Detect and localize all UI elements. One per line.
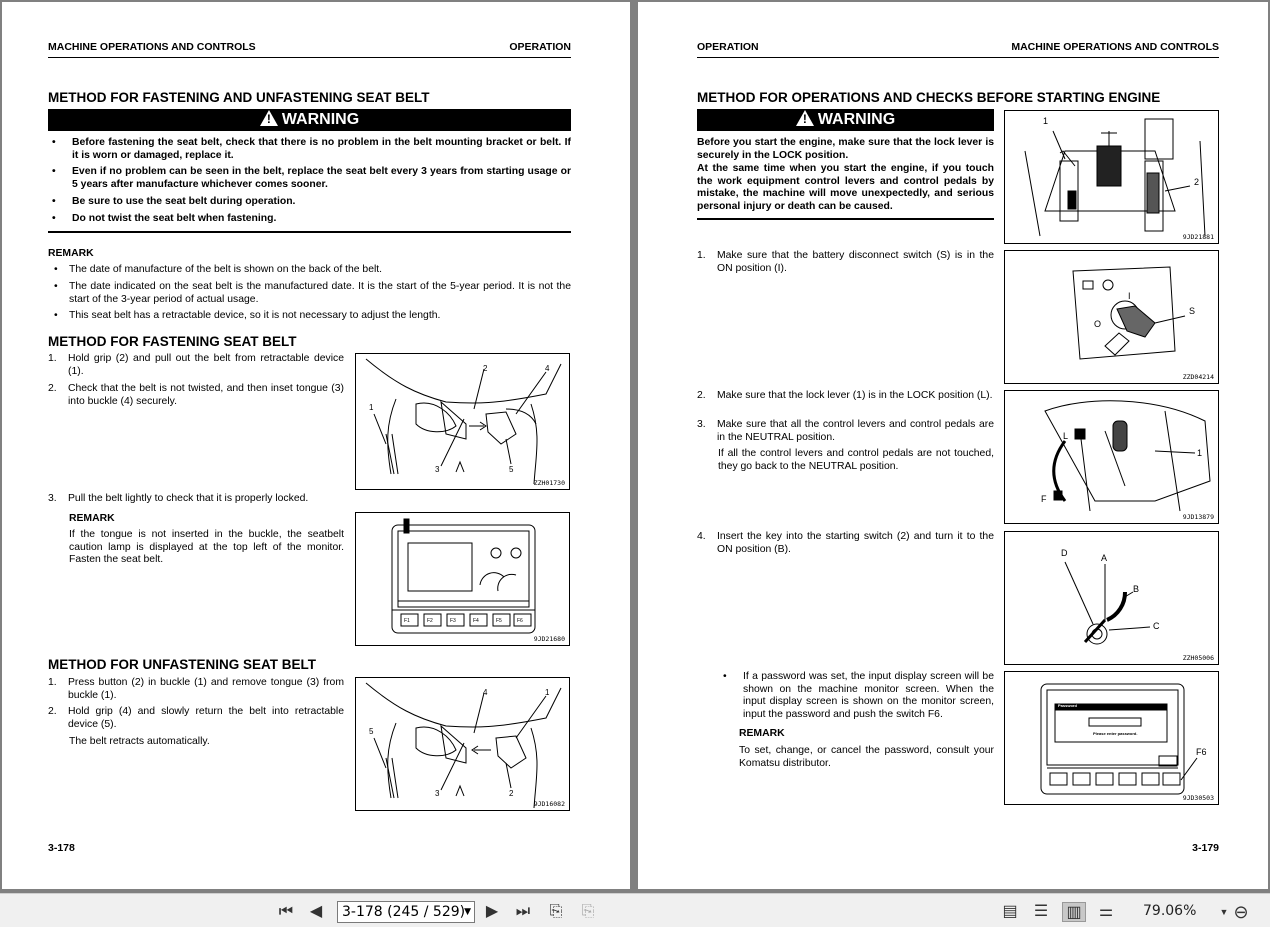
figure-callout: 4 bbox=[483, 688, 488, 697]
password-prompt: Please enter password. bbox=[1093, 731, 1138, 736]
unfasten-step: 1. Press button (2) in buckle (1) and remove tongue (3) from buckle (1). bbox=[48, 677, 344, 701]
next-page-button[interactable]: ▶ bbox=[485, 903, 499, 920]
warning-banner bbox=[48, 109, 571, 131]
position-label: B bbox=[1133, 584, 1140, 594]
warning-text: Before you start the engine, make sure that the lock lever is securely in the LOCK position. bbox=[697, 137, 994, 161]
figure-code: ZZH05006 bbox=[1182, 654, 1214, 662]
figure-callout: 5 bbox=[369, 727, 374, 736]
figure-callout: 2 bbox=[1194, 177, 1200, 187]
seat-belt-fasten-drawing bbox=[356, 354, 570, 490]
running-header-left: MACHINE OPERATIONS AND CONTROLS bbox=[48, 41, 256, 53]
remark-item: • The date indicated on the seat belt is the manufactured date. It is the start of the 5-year period. It is not the start of the 3-year period of actual usage. bbox=[54, 281, 571, 305]
warning-item: • Before fastening the seat belt, check that there is no problem in the belt mounting bracket or belt. If it is worn or damaged, replace it. bbox=[52, 137, 571, 161]
running-header-right: MACHINE OPERATIONS AND CONTROLS bbox=[1011, 41, 1219, 53]
history-forward-icon[interactable]: ⎘ bbox=[581, 903, 595, 920]
viewer-toolbar bbox=[0, 893, 1270, 927]
continuous-two-page-view-icon[interactable]: ⚌ bbox=[1098, 903, 1114, 920]
history-back-icon[interactable]: ⎘ bbox=[549, 903, 563, 920]
lock-position-label: L bbox=[1063, 431, 1069, 441]
switch-position-off: O bbox=[1094, 319, 1102, 329]
figure-cab-lock-lever bbox=[1004, 110, 1219, 244]
figure-code: 9JD30503 bbox=[1182, 794, 1214, 802]
fasten-title: METHOD FOR FASTENING SEAT BELT bbox=[48, 334, 297, 349]
f-key-label: F4 bbox=[473, 618, 479, 624]
two-page-view-icon[interactable]: ▥ bbox=[1062, 902, 1086, 922]
first-page-button[interactable]: ⏮ bbox=[278, 903, 294, 920]
figure-lock-lever-position bbox=[1004, 390, 1219, 524]
fasten-step: 3. Pull the belt lightly to check that it is properly locked. bbox=[48, 493, 309, 504]
f-key-label: F1 bbox=[404, 618, 410, 624]
warning-triangle-icon bbox=[260, 110, 278, 126]
figure-code: 9JD21680 bbox=[533, 635, 565, 643]
figure-starting-switch bbox=[1004, 531, 1219, 665]
page-number: 3-178 bbox=[48, 842, 75, 854]
check-step: 1. Make sure that the battery disconnect switch (S) is in the ON position (I). bbox=[697, 250, 994, 274]
check-step: 4. Insert the key into the starting switch (2) and turn it to the ON position (B). bbox=[697, 531, 994, 555]
free-position-label: F bbox=[1041, 494, 1047, 504]
remark-text: To set, change, or cancel the password, consult your Komatsu distributor. bbox=[739, 745, 994, 769]
figure-callout: S bbox=[1189, 306, 1196, 316]
figure-callout: 3 bbox=[435, 789, 440, 798]
figure-callout: 2 bbox=[509, 789, 514, 798]
figure-code: 9JD21881 bbox=[1182, 233, 1214, 241]
position-label: D bbox=[1061, 548, 1068, 558]
warning-item: • Even if no problem can be seen in the belt, replace the seat belt every 3 years from starting usage or 5 years after manufacture whichever comes sooner. bbox=[52, 166, 571, 190]
lock-lever-drawing bbox=[1005, 391, 1219, 524]
figure-callout: 1 bbox=[1043, 116, 1049, 126]
warning-text: At the same time when you start the engine, if you touch the work equipment control levers and control pedals by mistake, the machine will move unexpectedly, and serious personal injury or death can be caused. bbox=[697, 163, 994, 212]
figure-callout: 4 bbox=[545, 364, 550, 373]
figure-code: 9JD13879 bbox=[1182, 513, 1214, 521]
password-dialog-title: Password bbox=[1058, 703, 1077, 708]
warning-end-rule bbox=[48, 231, 571, 233]
continuous-view-icon[interactable]: ☰ bbox=[1033, 903, 1049, 920]
page-3-178 bbox=[2, 2, 630, 889]
battery-switch-drawing bbox=[1005, 251, 1219, 384]
f-key-label: F2 bbox=[427, 618, 433, 624]
warning-banner bbox=[697, 109, 994, 131]
warning-triangle-icon bbox=[796, 110, 814, 126]
f6-callout: F6 bbox=[1196, 747, 1207, 757]
unfasten-note: The belt retracts automatically. bbox=[69, 736, 210, 747]
password-monitor-drawing bbox=[1005, 672, 1219, 805]
f-key-label: F5 bbox=[496, 618, 502, 624]
f-key-label: F3 bbox=[450, 618, 456, 624]
section-title: METHOD FOR FASTENING AND UNFASTENING SEAT BELT bbox=[48, 90, 430, 105]
cab-drawing bbox=[1005, 111, 1219, 244]
figure-callout: 2 bbox=[483, 364, 488, 373]
zoom-dropdown-icon[interactable]: ▼ bbox=[1219, 907, 1229, 917]
previous-page-button[interactable]: ◀ bbox=[309, 903, 323, 920]
figure-code: ZZH01730 bbox=[533, 479, 565, 487]
warning-item: • Do not twist the seat belt when fastening. bbox=[52, 213, 277, 224]
section-title: METHOD FOR OPERATIONS AND CHECKS BEFORE STARTING ENGINE bbox=[697, 90, 1161, 105]
running-header-left: OPERATION bbox=[697, 41, 759, 53]
fasten-step: 2. Check that the belt is not twisted, and then inset tongue (3) into buckle (4) securely. bbox=[48, 383, 344, 407]
monitor-drawing bbox=[356, 513, 570, 646]
switch-position-on: I bbox=[1128, 291, 1131, 301]
remark-label: REMARK bbox=[739, 728, 785, 739]
figure-monitor-caution bbox=[355, 512, 570, 646]
f-key-label: F6 bbox=[517, 618, 523, 624]
starting-switch-drawing bbox=[1005, 532, 1219, 665]
check-step: 2. Make sure that the lock lever (1) is in the LOCK position (L). bbox=[697, 390, 993, 401]
page-3-179 bbox=[638, 2, 1268, 889]
unfasten-title: METHOD FOR UNFASTENING SEAT BELT bbox=[48, 657, 316, 672]
figure-callout: 1 bbox=[545, 688, 550, 697]
figure-callout: 5 bbox=[509, 465, 514, 474]
warning-item: • Be sure to use the seat belt during operation. bbox=[52, 196, 296, 207]
header-rule bbox=[48, 57, 571, 58]
unfasten-step: 2. Hold grip (4) and slowly return the belt into retractable device (5). bbox=[48, 706, 344, 730]
figure-seat-belt-fasten bbox=[355, 353, 570, 490]
fasten-remark-label: REMARK bbox=[69, 513, 115, 524]
warning-label: WARNING bbox=[281, 111, 360, 128]
fasten-step: 1. Hold grip (2) and pull out the belt from retractable device (1). bbox=[48, 353, 344, 377]
zoom-level[interactable]: 79.06% bbox=[1143, 903, 1197, 919]
remark-label: REMARK bbox=[48, 248, 94, 259]
warning-end-rule bbox=[697, 218, 994, 220]
figure-seat-belt-unfasten bbox=[355, 677, 570, 811]
zoom-out-icon[interactable]: ⊖ bbox=[1233, 902, 1249, 922]
remark-item: • The date of manufacture of the belt is shown on the back of the belt. bbox=[54, 264, 383, 275]
position-label: C bbox=[1153, 621, 1160, 631]
check-step: 3. Make sure that all the control levers and control pedals are in the NEUTRAL position. bbox=[697, 419, 994, 443]
figure-battery-switch bbox=[1004, 250, 1219, 384]
chevron-down-icon[interactable]: ▼ bbox=[464, 907, 471, 917]
position-label: A bbox=[1101, 553, 1108, 563]
step3-note: If all the control levers and control pedals are not touched, they go back to the NEUTRAL position. bbox=[718, 448, 994, 472]
single-page-view-icon[interactable]: ▤ bbox=[1002, 903, 1018, 920]
running-header-right: OPERATION bbox=[509, 41, 571, 53]
last-page-button[interactable]: ⏭ bbox=[515, 903, 531, 920]
remark-item: • This seat belt has a retractable device, so it is not necessary to adjust the length. bbox=[54, 310, 441, 321]
warning-label: WARNING bbox=[817, 111, 896, 128]
figure-callout: 3 bbox=[435, 465, 440, 474]
figure-code: 9JD16082 bbox=[533, 800, 565, 808]
seat-belt-unfasten-drawing bbox=[356, 678, 570, 811]
page-number-field[interactable] bbox=[337, 901, 475, 923]
fasten-remark-text: If the tongue is not inserted in the buckle, the seatbelt caution lamp is displayed at the top left of the monitor. Fasten the seat belt. bbox=[69, 529, 344, 565]
page-number: 3-179 bbox=[1192, 842, 1219, 854]
figure-callout: 1 bbox=[1197, 448, 1203, 458]
password-bullet: • If a password was set, the input display screen will be shown on the machine monitor screen. When the input display screen is shown on the monitor screen, input the password and push the switch F6. bbox=[723, 671, 994, 720]
header-rule bbox=[697, 57, 1219, 58]
figure-password-monitor bbox=[1004, 671, 1219, 805]
figure-code: ZZD04214 bbox=[1182, 373, 1214, 381]
page-number-value: 3-178 (245 / 529) bbox=[342, 904, 466, 920]
figure-callout: 1 bbox=[369, 403, 374, 412]
